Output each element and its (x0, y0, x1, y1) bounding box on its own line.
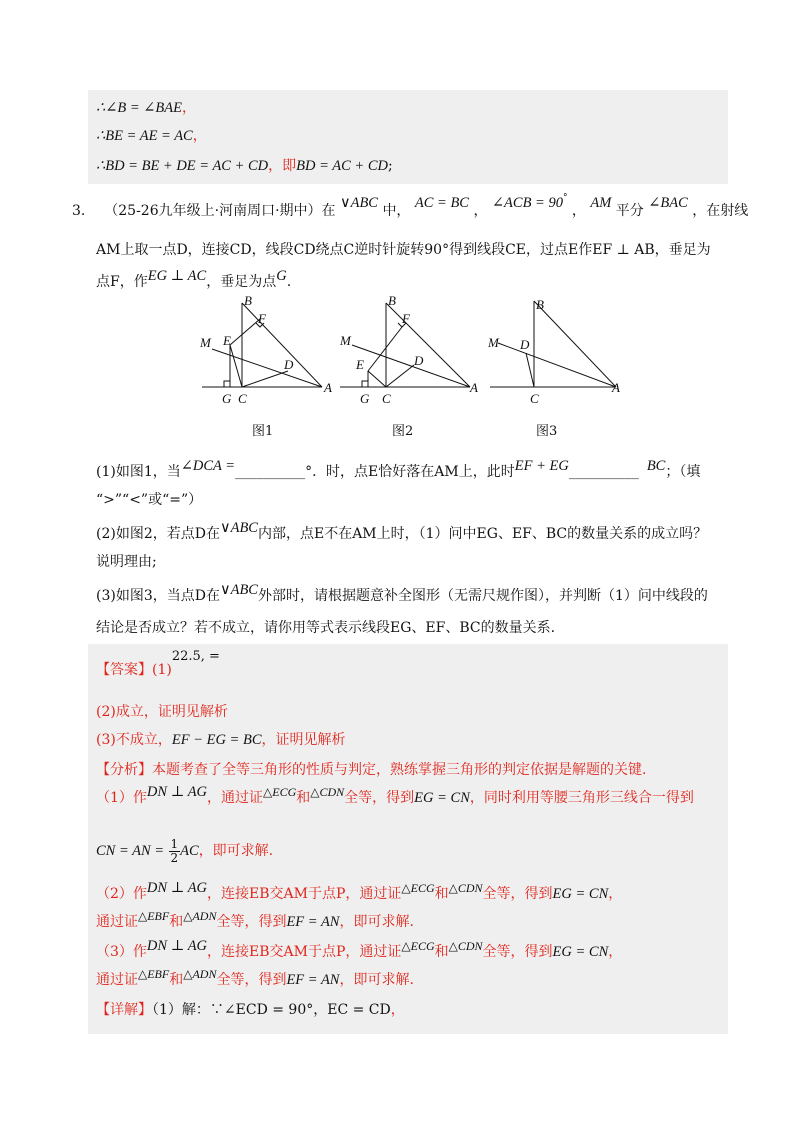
analysis-label: 【分析】 (96, 762, 152, 778)
question-3-line-1: (3)如图3，当点D在∨ABC外部时，请根据题意补全图形（无需尺规作图），并判断（1）问中线段的 (96, 582, 708, 604)
label-fig1-F: F (258, 311, 266, 326)
analysis-intro: 【分析】本题考查了全等三角形的性质与判定，熟练掌握三角形的判定依据是解题的关键. (96, 762, 647, 778)
problem-number: 3. (72, 203, 86, 219)
detail-line: 【详解】（1）解：∵∠ECD = 90°，EC = CD， (96, 1002, 405, 1018)
label-fig2-G: G (360, 391, 370, 406)
analysis-part-1-line-1: （1）作DN ⊥ AG，通过证△ECG和△CDN全等，得到EG = CN，同时利用等腰三角形三线合一得到 (96, 784, 694, 806)
answer-line-3: (3)不成立，EF − EG = BC，证明见解析 (96, 732, 346, 748)
figure-3-caption: 图3 (536, 424, 558, 439)
label-fig1-G: G (222, 391, 232, 406)
analysis-part-3-line-2: 通过证△EBF和△ADN全等，得到EF = AN，即可求解. (96, 967, 414, 988)
question-1-line-2: “>”“<”或“=”） (96, 492, 203, 508)
answer-label: 【答案】 (96, 662, 152, 678)
problem-line-1: 3. （25-26九年级上·河南周口·期中）在 ∨ABC 中， AC = BC ， ∠ACB = 90° ， AM 平分 ∠BAC ，在射线 (72, 193, 749, 219)
label-fig2-E: E (356, 357, 364, 372)
analysis-part-1-line-2: CN = AN = $\frac{1}{2}$ AC，即可求解. (96, 836, 274, 865)
label-fig1-E: E (223, 333, 231, 348)
label-fig2-M: M (340, 333, 351, 348)
figure-3 (490, 301, 616, 387)
label-fig3-D: D (520, 337, 530, 352)
proof-line-3: ∴BD = BE + DE = AC + CD，即BD = AC + CD; (96, 158, 393, 174)
answer-line-1: 【答案】(1)22.5, = (96, 649, 220, 678)
label-fig2-B: B (388, 295, 396, 308)
answer-line-2: (2)成立，证明见解析 (96, 704, 228, 720)
question-3-line-2: 结论是否成立？若不成立，请你用等式表示线段EG、EF、BC的数量关系. (96, 620, 556, 636)
figure-2-caption: 图2 (392, 424, 414, 439)
label-fig1-D: D (284, 357, 294, 372)
analysis-part-3-line-1: （3）作DN ⊥ AG，连接EB交AM于点P，通过证△ECG和△CDN全等，得到EG = CN， (96, 938, 623, 960)
label-fig1-A: A (324, 380, 332, 395)
label-fig3-A: A (612, 380, 620, 395)
proof-line-2: ∴BE = AE = AC， (96, 128, 207, 144)
figure-1-caption: 图1 (252, 424, 274, 439)
detail-label: 【详解】 (96, 1002, 152, 1018)
problem-line-2: AM上取一点D，连接CD，线段CD绕点C逆时针旋转90°得到线段CE，过点E作EF ⊥ AB，垂足为 (96, 242, 711, 258)
label-fig3-M: M (488, 335, 499, 350)
label-fig2-F: F (402, 311, 410, 326)
geometry-figures (190, 295, 630, 415)
problem-line-3: 点F，作EG ⊥ AC，垂足为点G. (96, 268, 292, 290)
label-fig3-C: C (530, 391, 539, 406)
label-fig3-B: B (536, 297, 544, 312)
proof-line-1: ∴∠B = ∠BAE， (96, 100, 196, 116)
label-fig2-A: A (470, 380, 478, 395)
analysis-part-2-line-1: （2）作DN ⊥ AG，连接EB交AM于点P，通过证△ECG和△CDN全等，得到EG = CN， (96, 880, 623, 902)
label-fig1-B: B (244, 295, 252, 308)
label-fig2-C: C (382, 391, 391, 406)
label-fig1-M: M (200, 335, 211, 350)
question-2-line-2: 说明理由; (96, 554, 157, 570)
label-fig1-C: C (238, 391, 247, 406)
blank-2[interactable]: __________ (568, 464, 639, 480)
question-1-line-1: (1)如图1，当∠DCA =__________°．时，点E恰好落在AM上，此时EF + EG__________ BC；（填 (96, 458, 701, 480)
label-fig2-D: D (414, 353, 424, 368)
question-2-line-1: (2)如图2，若点D在∨ABC内部，点E不在AM上时，（1）问中EG、EF、BC的数量关系的成立吗？ (96, 520, 708, 542)
analysis-part-2-line-2: 通过证△EBF和△ADN全等，得到EF = AN，即可求解. (96, 909, 414, 930)
blank-1[interactable]: __________ (235, 464, 306, 480)
